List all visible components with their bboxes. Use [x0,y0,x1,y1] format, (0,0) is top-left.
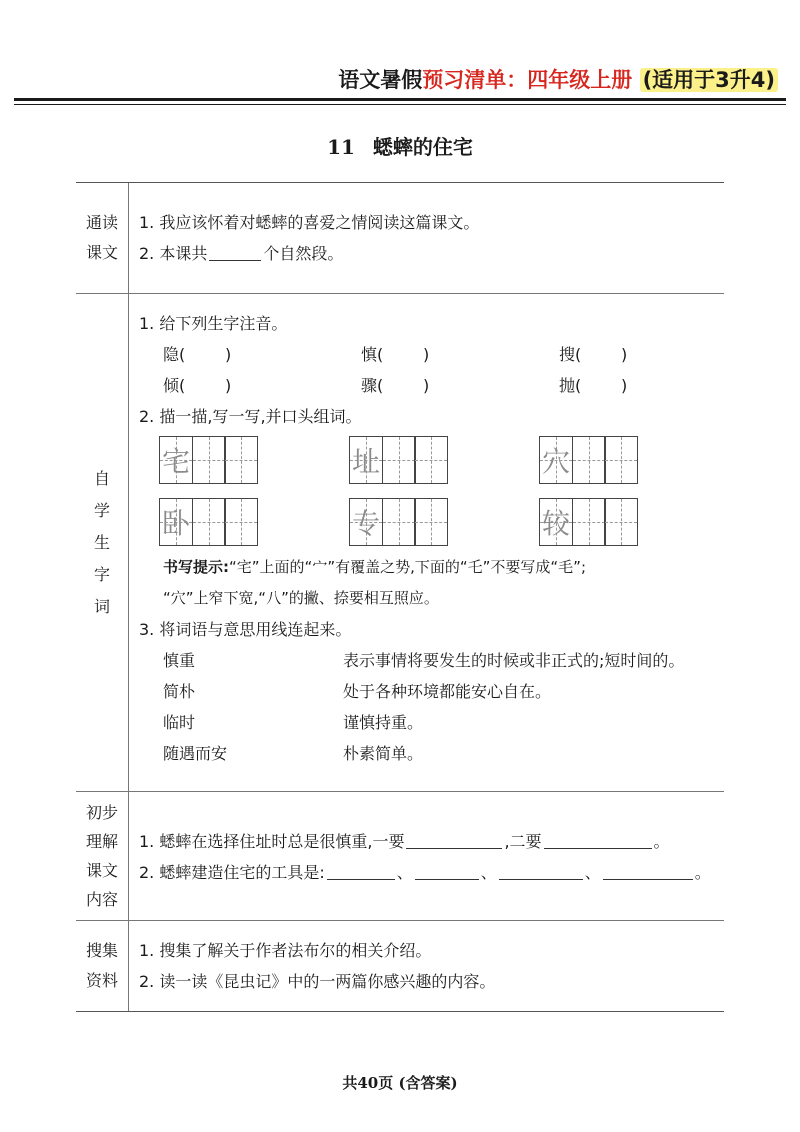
pinyin-item [163,370,361,401]
item-line [139,857,712,888]
question-1: 1. 给下列生字注音。 [139,314,288,333]
item-text: 。 [694,863,711,882]
lesson-name: 蟋蟀的住宅 [372,135,473,159]
header-rule-thin [14,104,786,105]
answer-blank[interactable] [499,860,583,880]
tip-label: 书写提示: [163,558,229,576]
writing-grid-row [139,498,757,552]
section-label [76,792,129,920]
grid-cell-model [539,436,573,484]
grid-cell[interactable] [572,498,606,546]
pinyin-close: ) [225,376,232,395]
pinyin-char: 搜( [559,345,582,364]
grid-cell-model [349,436,383,484]
answer-blank[interactable] [603,860,693,880]
section-label [76,921,129,1011]
grid-cell-model [159,436,193,484]
answer-blank[interactable] [415,860,479,880]
match-meaning[interactable]: 谨慎持重。 [343,713,424,732]
separator: 、 [480,863,497,882]
pinyin-item [361,370,559,401]
writing-grid [159,498,349,546]
match-row [139,645,757,676]
match-row [139,707,757,738]
grid-cell-model [539,498,573,546]
item-line: 1. 我应该怀着对蟋蟀的喜爱之情阅读这篇课文。 [139,213,480,232]
tip-text: “宅”上面的“宀”有覆盖之势,下面的“乇”不要写成“毛”; [229,558,586,576]
item-line: 1. 搜集了解关于作者法布尔的相关介绍。 [139,941,432,960]
section-understanding [76,792,724,921]
preview-table [76,182,724,1012]
section-label-line: 内容 [85,890,118,909]
section-label-line: 资料 [85,971,118,990]
writing-grid-row [139,436,757,490]
writing-grid [159,436,349,484]
pinyin-close: ) [225,345,232,364]
grid-cell[interactable] [224,498,258,546]
item-text: ,二要 [504,832,542,851]
section-self-study [76,294,724,792]
separator: 、 [396,863,413,882]
writing-tip-line2: “穴”上窄下宽,“八”的撇、捺要相互照应。 [163,589,439,607]
page-footer: 共40页 (含答案) [342,1074,458,1092]
section-label [76,183,129,293]
pinyin-char: 倾( [163,376,186,395]
writing-grid [539,498,729,546]
match-word[interactable]: 临时 [163,713,196,732]
grid-cell[interactable] [224,436,258,484]
item-line [139,826,712,857]
item-line: 2. 读一读《昆虫记》中的一两篇你感兴趣的内容。 [139,972,496,991]
pinyin-row [139,370,757,401]
item-text: 。 [653,832,670,851]
pinyin-close: ) [621,345,628,364]
match-row [139,738,757,769]
section-label-line: 初步 [85,803,118,822]
separator: 、 [584,863,601,882]
pinyin-close: ) [621,376,628,395]
section-label-line: 学 [93,500,110,520]
pinyin-item [361,339,559,370]
writing-grid [349,498,539,546]
match-word[interactable]: 慎重 [163,651,196,670]
section-label-line: 通读 [85,213,118,232]
pinyin-item [559,339,757,370]
section-label-line: 课文 [85,243,118,262]
pinyin-item [559,370,757,401]
item-text: 2. 蟋蟀建造住宅的工具是: [139,863,325,882]
answer-blank[interactable] [544,829,652,849]
section-label-line: 理解 [85,832,118,851]
match-meaning[interactable]: 朴素简单。 [343,744,424,763]
grid-cell[interactable] [382,498,416,546]
grid-cell[interactable] [414,498,448,546]
item-text: 1. 蟋蟀在选择住址时总是很慎重,一要 [139,832,405,851]
grid-cell[interactable] [414,436,448,484]
section-label-line: 字 [93,564,110,584]
writing-grid [539,436,729,484]
section-content [129,183,724,293]
item-line [139,238,712,269]
page-header [338,64,778,94]
grid-cell[interactable] [192,498,226,546]
grid-cell-model [159,498,193,546]
trace-char: 址 [351,445,380,478]
section-label-line: 词 [93,596,110,616]
match-word[interactable]: 简朴 [163,682,196,701]
match-meaning[interactable]: 表示事情将要发生的时候或非正式的;短时间的。 [343,651,685,670]
section-label-line: 自 [93,468,110,488]
trace-char: 宅 [161,445,190,478]
pinyin-item [163,339,361,370]
pinyin-char: 隐( [163,345,186,364]
match-row [139,676,757,707]
grid-cell[interactable] [192,436,226,484]
section-content [129,294,769,791]
grid-cell[interactable] [604,498,638,546]
section-content [129,792,724,920]
header-rule-thick [14,98,786,101]
section-label [76,294,129,791]
pinyin-close: ) [423,345,430,364]
pinyin-char: 慎( [361,345,384,364]
grid-cell[interactable] [382,436,416,484]
lesson-title [0,131,800,160]
match-meaning[interactable]: 处于各种环境都能安心自在。 [343,682,552,701]
trace-char: 较 [541,507,570,540]
header-grade-badge: (适用于3升4) [640,68,778,92]
header-part2: 预习清单：四年级上册 [422,68,633,92]
trace-char: 穴 [541,445,570,478]
match-word[interactable]: 随遇而安 [163,744,228,763]
section-read-text [76,183,724,294]
trace-char: 卧 [161,507,190,540]
grid-cell[interactable] [572,436,606,484]
lesson-number: 11 [327,135,355,159]
writing-grid [349,436,539,484]
answer-blank[interactable] [209,241,261,261]
writing-tip [139,552,757,583]
item-text: 个自然段。 [263,244,344,263]
pinyin-char: 抛( [559,376,582,395]
grid-cell[interactable] [604,436,638,484]
header-part1: 语文暑假 [338,68,423,92]
section-label-line: 搜集 [85,941,118,960]
item-text: 2. 本课共 [139,244,208,263]
question-2: 2. 描一描,写一写,并口头组词。 [139,407,362,426]
section-collect-info [76,921,724,1011]
section-content [129,921,724,1011]
section-label-line: 课文 [85,861,118,880]
pinyin-close: ) [423,376,430,395]
question-3: 3. 将词语与意思用线连起来。 [139,620,352,639]
trace-char: 专 [351,507,380,540]
pinyin-row [139,339,757,370]
grid-cell-model [349,498,383,546]
section-label-line: 生 [93,532,110,552]
answer-blank[interactable] [327,860,395,880]
answer-blank[interactable] [406,829,502,849]
pinyin-char: 骤( [361,376,384,395]
